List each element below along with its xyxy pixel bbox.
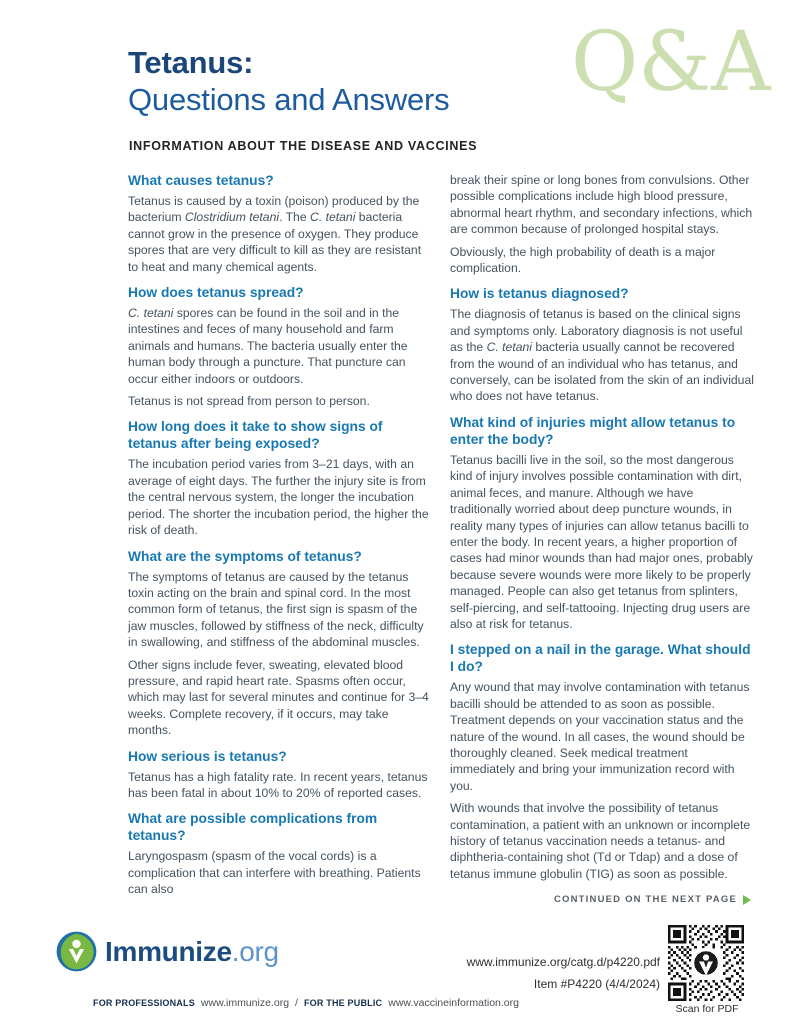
qa-section <box>128 810 432 897</box>
question-heading: How serious is tetanus? <box>128 748 287 764</box>
qa-section <box>128 548 432 739</box>
qa-section <box>450 641 754 882</box>
for-public-label: FOR THE PUBLIC <box>303 998 383 1008</box>
answer-paragraph: Tetanus is not spread from person to person. <box>128 394 370 409</box>
continued-label: CONTINUED ON THE NEXT PAGE <box>553 894 737 905</box>
question-heading: I stepped on a nail in the garage. What should I do? <box>450 642 751 675</box>
answer-paragraph: Laryngospasm (spasm of the vocal cords) is a complication that can interfere with breathing. Patients can also <box>128 849 421 897</box>
pdf-url-link[interactable]: www.immunize.org/catg.d/p4220.pdf <box>466 955 660 969</box>
answer-paragraph: break their spine or long bones from convulsions. Other possible complications include high blood pressure, abnormal heart rhythm, and secondary infections, which are common because of prolonged hospital stays. <box>450 173 753 237</box>
tagline-separator: / <box>295 997 298 1009</box>
answer-paragraph: Tetanus bacilli live in the soil, so the most dangerous kind of injury involves possible contamination with dirt, animal feces, and manure. Although we have traditionally worried about deep puncture wounds, in reality many types of injuries can allow tetanus bacilli to enter the body. In recent years, a higher proportion of cases had minor wounds than had major ones, probably because severe wounds were more likely to be properly managed. People can also get tetanus from splinters, self-piercing, and self-tattooing. Injecting drug users are also at risk for tetanus. <box>450 452 753 631</box>
public-url-link[interactable]: www.vaccineinformation.org <box>388 997 519 1009</box>
brand-suffix: .org <box>231 935 279 967</box>
page-title-line1: Tetanus: <box>128 45 254 80</box>
content-columns <box>128 172 754 904</box>
left-column <box>128 172 432 904</box>
qr-block <box>668 925 746 1015</box>
document-header <box>128 46 449 117</box>
footer-tagline <box>93 997 519 1009</box>
question-heading: What kind of injuries might allow tetanus to enter the body? <box>450 414 736 447</box>
brand-wordmark <box>105 936 279 968</box>
question-heading: What causes tetanus? <box>128 173 274 188</box>
answer-paragraph: Any wound that may involve contamination with tetanus bacilli should be attended to as soon as possible. Treatment depends on your vaccination status and the nature of the wound. In all cases, the wound should be thoroughly cleaned. Seek medical treatment immediately and bring your immunization record with you. <box>450 680 750 793</box>
page-title-line2: Questions and Answers <box>128 82 450 118</box>
page-subtitle: INFORMATION ABOUT THE DISEASE AND VACCINES <box>129 139 478 153</box>
qa-section <box>128 172 432 275</box>
right-column <box>450 172 754 904</box>
for-professionals-label: FOR PROFESSIONALS <box>93 998 195 1008</box>
continued-notice <box>554 894 751 905</box>
answer-paragraph: The symptoms of tetanus are caused by the tetanus toxin acting on the brain and spinal cord. In the most common form of tetanus, the first sign is spasm of the jaw muscles, followed by stiffness of the neck, difficulty in swallowing, and stiffness of the abdominal muscles. <box>128 569 424 650</box>
question-heading: What are the symptoms of tetanus? <box>128 548 362 564</box>
qa-section <box>128 284 432 409</box>
answer-paragraph: The incubation period varies from 3–21 days, with an average of eight days. The further the injury site is from the central nervous system, the longer the incubation period. The shorter the incubation period, the higher the risk of death. <box>128 457 429 538</box>
answer-paragraph: Other signs include fever, sweating, elevated blood pressure, and rapid heart rate. Spasms often occur, which may last for several minutes and continue for 3–4 weeks. Complete recovery, if it occurs, may take months. <box>128 657 429 738</box>
professionals-url-link[interactable]: www.immunize.org <box>200 997 290 1009</box>
answer-paragraph: Obviously, the high probability of death is a major complication. <box>450 244 716 276</box>
qr-code <box>668 925 744 1001</box>
question-heading: How long does it take to show signs of tetanus after being exposed? <box>128 419 383 452</box>
brand-block <box>56 931 279 972</box>
qa-watermark: Q&A <box>571 15 771 110</box>
answer-paragraph: Tetanus has a high fatality rate. In recent years, tetanus has been fatal in about 10% to 20% of reported cases. <box>128 769 428 800</box>
qa-section <box>128 418 432 538</box>
question-heading: How does tetanus spread? <box>128 285 304 301</box>
qa-section <box>450 285 754 404</box>
document-info <box>467 952 660 995</box>
qa-section <box>450 414 754 632</box>
answer-paragraph: The diagnosis of tetanus is based on the clinical signs and symptoms only. Laboratory diagnosis is not useful as the C. tetani bacteria usually cannot be recovered from the wound of an individual who has tetanus, and conversely, can be isolated from the skin of an individual who does not have tetanus. <box>450 307 754 404</box>
answer-paragraph: C. tetani spores can be found in the soil and in the intestines and feces of many household and farm animals and humans. The bacteria usually enter the human body through a puncture. That puncture can occur either indoors or outdoors. <box>128 306 408 386</box>
qa-section-continuation <box>450 172 754 276</box>
qa-section <box>128 748 432 802</box>
item-number: Item #P4220 (4/4/2024) <box>533 976 660 991</box>
answer-paragraph: Tetanus is caused by a toxin (poison) produced by the bacterium Clostridium tetani. The C. tetani bacteria cannot grow in the presence of oxygen. They produce spores that are very difficult to kill as they are resistant to heat and many chemical agents. <box>128 194 422 274</box>
question-heading: How is tetanus diagnosed? <box>450 286 629 302</box>
next-page-arrow-icon <box>743 895 751 905</box>
answer-paragraph: With wounds that involve the possibility of tetanus contamination, a patient with an unknown or incomplete history of tetanus vaccination needs a tetanus- and diphtheria-containing shot (Td or Tdap) and a dose of tetanus immune globulin (TIG) as soon as possible. <box>450 801 751 881</box>
brand-name: Immunize <box>105 935 232 967</box>
question-heading: What are possible complications from tetanus? <box>128 811 378 844</box>
scan-for-pdf-label: Scan for PDF <box>675 1003 739 1015</box>
immunize-logo-icon <box>56 931 97 972</box>
